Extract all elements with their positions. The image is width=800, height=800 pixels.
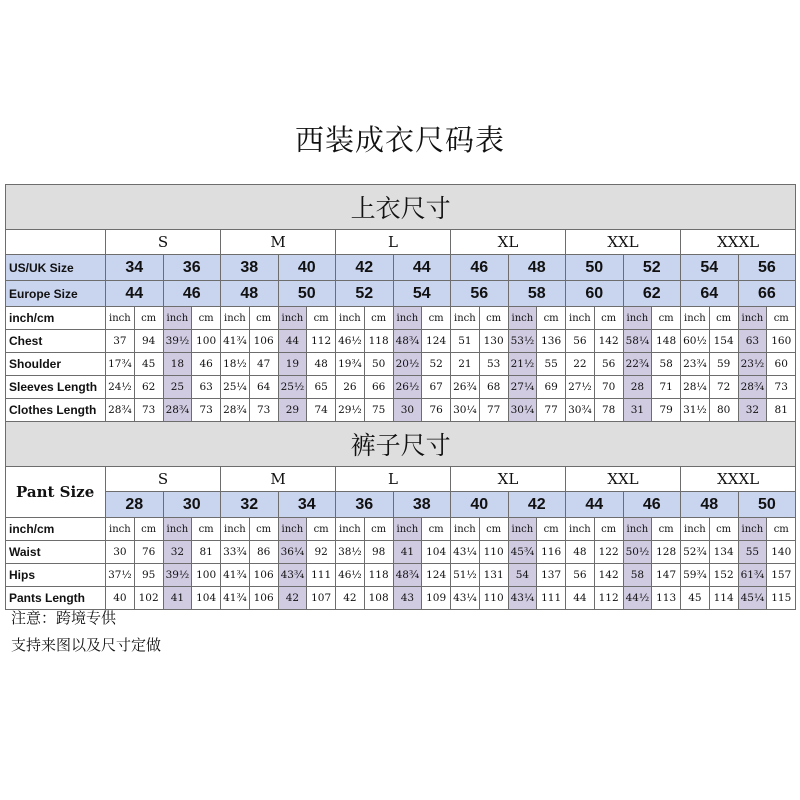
size-letter-xxl: XXL [566,230,681,255]
measure-value: 27½ [566,376,595,399]
measure-value: 61¾ [738,564,767,587]
size-letter-m: M [221,230,336,255]
measure-value: 18 [163,353,192,376]
measure-label: Clothes Length [6,399,106,422]
note-line-1: 注意：跨境专供 [11,609,117,627]
europe-size-value: 54 [393,281,451,307]
measure-value: 118 [364,564,393,587]
unit-cm: cm [767,307,796,330]
measure-value: 48 [307,353,336,376]
unit-cm: cm [249,518,278,541]
chart-title: 西装成衣尺码表 [294,123,505,157]
measure-value: 37½ [106,564,135,587]
measure-value: 140 [767,541,796,564]
measure-value: 106 [249,330,278,353]
europe-size-value: 44 [106,281,164,307]
unit-cm: cm [134,518,163,541]
measure-value: 112 [307,330,336,353]
measure-value: 20½ [393,353,422,376]
measure-value: 38½ [336,541,365,564]
pant-size-value: 38 [393,492,451,518]
pant-size-value: 36 [336,492,394,518]
measure-value: 95 [134,564,163,587]
pant-size-letter-s: S [106,467,221,492]
unit-cm: cm [709,307,738,330]
measure-value: 114 [709,587,738,610]
measure-value: 37 [106,330,135,353]
measure-value: 26 [336,376,365,399]
pant-size-letter-xl: XL [451,467,566,492]
measure-value: 41¾ [221,564,250,587]
measure-value: 30¼ [451,399,480,422]
measure-value: 124 [422,564,451,587]
pant-size-value: 50 [738,492,796,518]
measure-value: 43¼ [451,541,480,564]
pant-size-value: 40 [451,492,509,518]
us-uk-size-value: 54 [681,255,739,281]
unit-inch: inch [106,518,135,541]
pant-size-value: 44 [566,492,624,518]
measure-label: Hips [6,564,106,587]
measure-value: 42 [336,587,365,610]
europe-size-value: 52 [336,281,394,307]
unit-cm: cm [307,518,336,541]
europe-size-value: 50 [278,281,336,307]
measure-value: 24½ [106,376,135,399]
unit-cm: cm [767,518,796,541]
measure-value: 104 [192,587,221,610]
measure-value: 67 [422,376,451,399]
measure-value: 147 [652,564,681,587]
unit-inch: inch [451,307,480,330]
measure-value: 58 [623,564,652,587]
measure-value: 44 [566,587,595,610]
measure-value: 25½ [278,376,307,399]
unit-inch: inch [623,518,652,541]
measure-value: 110 [479,541,508,564]
us-uk-size-value: 46 [451,255,509,281]
measure-value: 58 [652,353,681,376]
measure-value: 45¾ [508,541,537,564]
measure-value: 111 [307,564,336,587]
measure-value: 142 [594,330,623,353]
measure-value: 59 [709,353,738,376]
measure-value: 134 [709,541,738,564]
measure-value: 43¼ [508,587,537,610]
unit-cm: cm [594,518,623,541]
measure-value: 30 [393,399,422,422]
measure-value: 31½ [681,399,710,422]
measure-value: 48 [566,541,595,564]
measure-value: 160 [767,330,796,353]
measure-label: Pants Length [6,587,106,610]
unit-cm: cm [537,307,566,330]
us-uk-size-value: 56 [738,255,796,281]
measure-value: 111 [537,587,566,610]
measure-value: 43 [393,587,422,610]
measure-value: 75 [364,399,393,422]
measure-value: 46 [192,353,221,376]
measure-value: 30¾ [566,399,595,422]
table-row [6,353,796,376]
unit-inch: inch [566,518,595,541]
unit-cm: cm [422,518,451,541]
measure-value: 45 [134,353,163,376]
measure-value: 79 [652,399,681,422]
measure-value: 39½ [163,330,192,353]
measure-value: 51½ [451,564,480,587]
europe-size-value: 64 [681,281,739,307]
unit-inch: inch [738,307,767,330]
corner-cell [6,230,106,255]
measure-value: 116 [537,541,566,564]
unit-cm: cm [709,518,738,541]
measure-value: 100 [192,564,221,587]
measure-value: 31 [623,399,652,422]
measure-value: 22 [566,353,595,376]
measure-value: 107 [307,587,336,610]
measure-value: 131 [479,564,508,587]
measure-value: 73 [249,399,278,422]
us-uk-size-value: 34 [106,255,164,281]
measure-value: 48¾ [393,330,422,353]
measure-value: 73 [767,376,796,399]
unit-inch: inch [336,307,365,330]
measure-value: 74 [307,399,336,422]
measure-value: 46½ [336,330,365,353]
pant-size-letter-l: L [336,467,451,492]
measure-value: 48¾ [393,564,422,587]
note-line-2: 支持来图以及尺寸定做 [11,636,162,654]
measure-value: 19¾ [336,353,365,376]
measure-value: 32 [738,399,767,422]
measure-value: 110 [479,587,508,610]
europe-size-value: 58 [508,281,566,307]
measure-value: 43¼ [451,587,480,610]
pant-size-value: 32 [221,492,279,518]
us-uk-size-value: 42 [336,255,394,281]
notes [11,605,161,659]
unit-cm: cm [422,307,451,330]
pant-size-letter-xxxl: XXXL [681,467,796,492]
pant-size-value: 28 [106,492,164,518]
measure-value: 80 [709,399,738,422]
measure-value: 33¾ [221,541,250,564]
measure-value: 39½ [163,564,192,587]
measure-label: Shoulder [6,353,106,376]
measure-value: 28¾ [738,376,767,399]
measure-value: 54 [508,564,537,587]
measure-value: 108 [364,587,393,610]
size-chart-sheet [5,184,795,610]
unit-inch: inch [508,307,537,330]
unit-inch: inch [681,518,710,541]
measure-value: 41 [163,587,192,610]
unit-inch: inch [738,518,767,541]
unit-cm: cm [192,518,221,541]
unit-label: inch/cm [6,518,106,541]
measure-value: 124 [422,330,451,353]
measure-value: 44 [278,330,307,353]
jacket-section-title: 上衣尺寸 [6,185,796,230]
unit-cm: cm [134,307,163,330]
table-row [6,564,796,587]
europe-size-label: Europe Size [6,281,106,307]
measure-value: 142 [594,564,623,587]
measure-value: 63 [738,330,767,353]
measure-value: 56 [594,353,623,376]
measure-value: 44½ [623,587,652,610]
measure-value: 86 [249,541,278,564]
measure-label: Waist [6,541,106,564]
unit-cm: cm [537,518,566,541]
measure-value: 17¾ [106,353,135,376]
measure-value: 25¼ [221,376,250,399]
measure-value: 71 [652,376,681,399]
size-letter-xxxl: XXXL [681,230,796,255]
unit-inch: inch [623,307,652,330]
measure-value: 59¾ [681,564,710,587]
measure-value: 81 [192,541,221,564]
unit-inch: inch [336,518,365,541]
measure-value: 32 [163,541,192,564]
measure-value: 62 [134,376,163,399]
unit-inch: inch [393,518,422,541]
measure-value: 30¼ [508,399,537,422]
europe-size-value: 62 [623,281,681,307]
pants-section-title: 裤子尺寸 [6,422,796,467]
measure-value: 94 [134,330,163,353]
measure-value: 29½ [336,399,365,422]
measure-value: 104 [422,541,451,564]
europe-size-value: 46 [163,281,221,307]
pant-size-value: 42 [508,492,566,518]
measure-value: 154 [709,330,738,353]
table-row [6,541,796,564]
measure-value: 40 [106,587,135,610]
us-uk-size-value: 50 [566,255,624,281]
pant-size-letter-m: M [221,467,336,492]
unit-label: inch/cm [6,307,106,330]
unit-inch: inch [508,518,537,541]
measure-value: 36¼ [278,541,307,564]
measure-value: 29 [278,399,307,422]
unit-inch: inch [451,518,480,541]
us-uk-size-value: 48 [508,255,566,281]
us-uk-size-label: US/UK Size [6,255,106,281]
measure-value: 19 [278,353,307,376]
measure-value: 26¾ [451,376,480,399]
measure-value: 98 [364,541,393,564]
us-uk-size-value: 52 [623,255,681,281]
measure-value: 65 [307,376,336,399]
unit-cm: cm [364,518,393,541]
measure-value: 130 [479,330,508,353]
measure-value: 27¼ [508,376,537,399]
unit-cm: cm [479,518,508,541]
measure-label: Chest [6,330,106,353]
measure-value: 58¼ [623,330,652,353]
table-row [6,376,796,399]
measure-value: 45 [681,587,710,610]
us-uk-size-value: 38 [221,255,279,281]
measure-value: 45¼ [738,587,767,610]
measure-value: 42 [278,587,307,610]
europe-size-value: 66 [738,281,796,307]
measure-value: 21½ [508,353,537,376]
unit-inch: inch [393,307,422,330]
measure-value: 76 [422,399,451,422]
measure-value: 73 [192,399,221,422]
unit-inch: inch [163,307,192,330]
measure-value: 152 [709,564,738,587]
measure-value: 28 [623,376,652,399]
unit-inch: inch [278,518,307,541]
measure-value: 26½ [393,376,422,399]
measure-value: 78 [594,399,623,422]
unit-cm: cm [594,307,623,330]
measure-value: 25 [163,376,192,399]
measure-value: 50½ [623,541,652,564]
unit-cm: cm [249,307,278,330]
table-row [6,399,796,422]
unit-inch: inch [681,307,710,330]
measure-value: 30 [106,541,135,564]
us-uk-size-value: 40 [278,255,336,281]
europe-size-value: 60 [566,281,624,307]
europe-size-value: 48 [221,281,279,307]
measure-value: 118 [364,330,393,353]
measure-value: 21 [451,353,480,376]
measure-value: 28¾ [163,399,192,422]
measure-value: 136 [537,330,566,353]
unit-inch: inch [163,518,192,541]
measure-value: 148 [652,330,681,353]
size-letter-s: S [106,230,221,255]
unit-inch: inch [566,307,595,330]
measure-value: 56 [566,564,595,587]
measure-value: 69 [537,376,566,399]
measure-value: 102 [134,587,163,610]
unit-cm: cm [652,307,681,330]
pant-size-value: 34 [278,492,336,518]
measure-value: 70 [594,376,623,399]
measure-value: 115 [767,587,796,610]
measure-value: 41¾ [221,330,250,353]
measure-value: 53 [479,353,508,376]
measure-value: 60½ [681,330,710,353]
measure-value: 63 [192,376,221,399]
measure-value: 64 [249,376,278,399]
pant-size-value: 30 [163,492,221,518]
measure-value: 28¾ [221,399,250,422]
measure-value: 122 [594,541,623,564]
measure-value: 81 [767,399,796,422]
unit-cm: cm [652,518,681,541]
measure-value: 100 [192,330,221,353]
measure-value: 77 [537,399,566,422]
measure-value: 73 [134,399,163,422]
measure-value: 112 [594,587,623,610]
measure-label: Sleeves Length [6,376,106,399]
measure-value: 41¾ [221,587,250,610]
measure-value: 137 [537,564,566,587]
measure-value: 47 [249,353,278,376]
unit-cm: cm [364,307,393,330]
pant-size-letter-xxl: XXL [566,467,681,492]
pant-size-value: 46 [623,492,681,518]
measure-value: 41 [393,541,422,564]
measure-value: 55 [537,353,566,376]
measure-value: 106 [249,587,278,610]
measure-value: 72 [709,376,738,399]
pant-size-label: Pant Size [6,467,106,518]
measure-value: 28¾ [106,399,135,422]
measure-value: 53½ [508,330,537,353]
measure-value: 106 [249,564,278,587]
unit-inch: inch [278,307,307,330]
unit-cm: cm [307,307,336,330]
measure-value: 56 [566,330,595,353]
measure-value: 128 [652,541,681,564]
measure-value: 77 [479,399,508,422]
measure-value: 68 [479,376,508,399]
measure-value: 50 [364,353,393,376]
measure-value: 28¼ [681,376,710,399]
measure-value: 51 [451,330,480,353]
measure-value: 23¾ [681,353,710,376]
unit-inch: inch [221,307,250,330]
size-letter-l: L [336,230,451,255]
size-table [5,184,796,610]
measure-value: 66 [364,376,393,399]
measure-value: 92 [307,541,336,564]
measure-value: 43¾ [278,564,307,587]
measure-value: 52¾ [681,541,710,564]
unit-cm: cm [479,307,508,330]
measure-value: 52 [422,353,451,376]
us-uk-size-value: 44 [393,255,451,281]
size-letter-xl: XL [451,230,566,255]
measure-value: 18½ [221,353,250,376]
measure-value: 22¾ [623,353,652,376]
unit-cm: cm [192,307,221,330]
measure-value: 157 [767,564,796,587]
measure-value: 55 [738,541,767,564]
us-uk-size-value: 36 [163,255,221,281]
measure-value: 23½ [738,353,767,376]
unit-inch: inch [221,518,250,541]
europe-size-value: 56 [451,281,509,307]
table-row [6,330,796,353]
measure-value: 113 [652,587,681,610]
measure-value: 60 [767,353,796,376]
unit-inch: inch [106,307,135,330]
measure-value: 76 [134,541,163,564]
measure-value: 109 [422,587,451,610]
pant-size-value: 48 [681,492,739,518]
measure-value: 46½ [336,564,365,587]
